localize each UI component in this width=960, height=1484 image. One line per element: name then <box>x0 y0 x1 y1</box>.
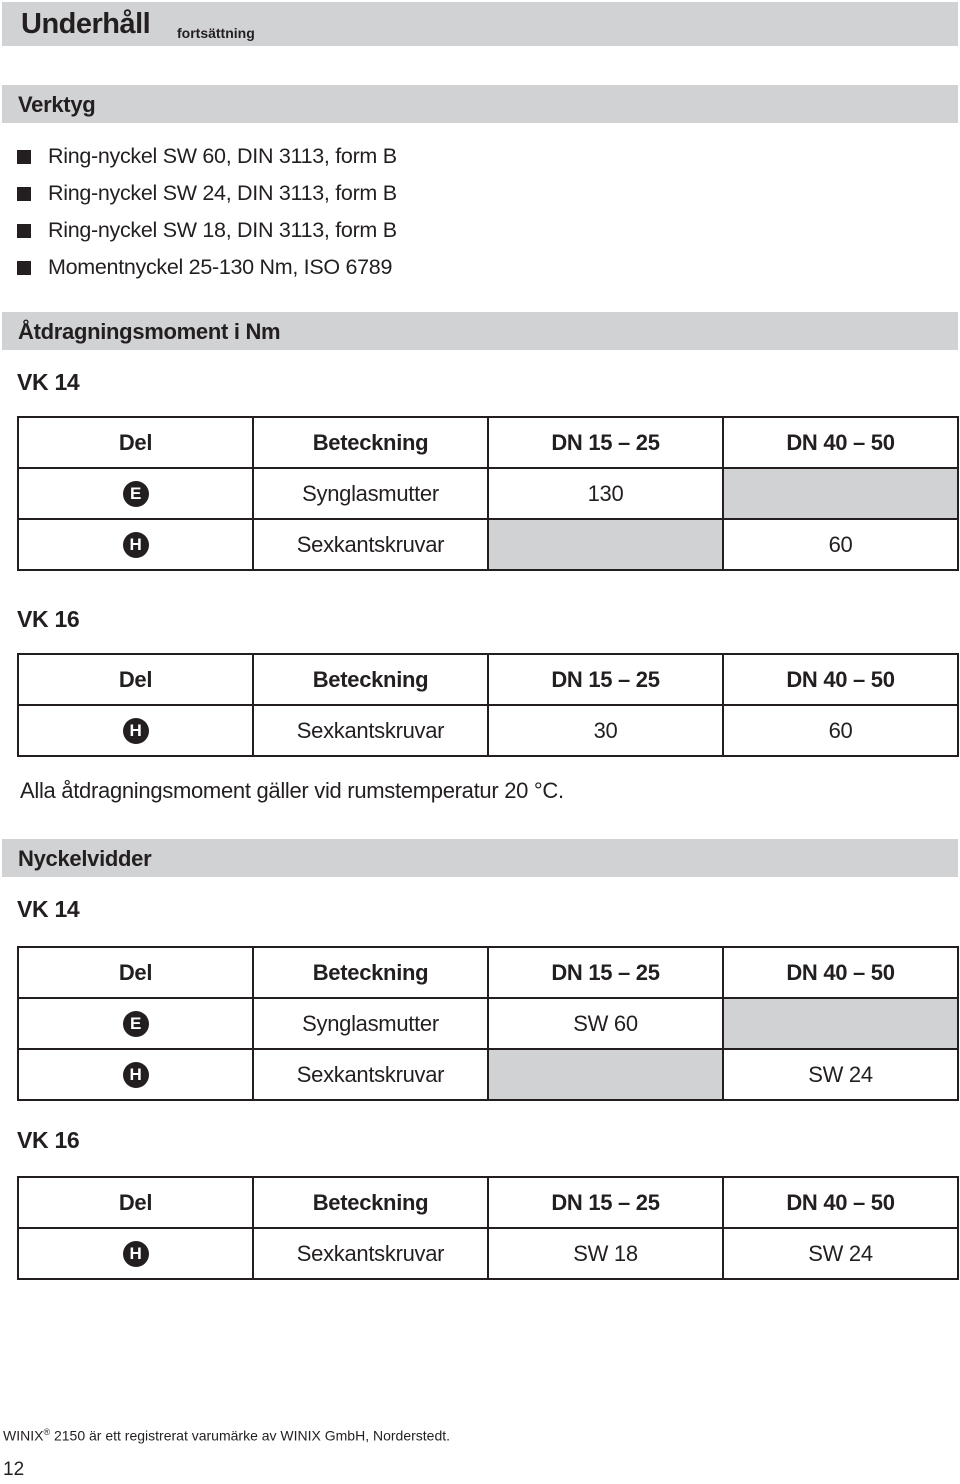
tools-list <box>17 138 397 286</box>
part-h-badge: H <box>123 532 149 558</box>
brand-name: WINIX <box>3 1427 44 1444</box>
square-bullet-icon <box>17 187 31 201</box>
part-h-badge: H <box>123 1062 149 1088</box>
wrench-vk16-label: VK 16 <box>17 1127 80 1153</box>
dn40-50-cell: 60 <box>723 519 958 570</box>
dn15-25-cell-empty <box>488 1049 723 1100</box>
torque-section-header <box>2 312 958 350</box>
column-header: Beteckning <box>253 417 488 468</box>
column-header: DN 40 – 50 <box>723 654 958 705</box>
table-row <box>18 468 958 519</box>
list-item: Ring-nyckel SW 60, DIN 3113, form B <box>17 138 397 175</box>
table-header-row <box>18 1177 958 1228</box>
table-row <box>18 705 958 756</box>
column-header: DN 40 – 50 <box>723 947 958 998</box>
dn15-25-cell: SW 60 <box>488 998 723 1049</box>
column-header: Beteckning <box>253 1177 488 1228</box>
column-header: Del <box>18 1177 253 1228</box>
page-header <box>2 2 958 46</box>
table-row <box>18 1049 958 1100</box>
table-row <box>18 1228 958 1279</box>
column-header: Del <box>18 947 253 998</box>
wrench-heading: Nyckelvidder <box>18 846 152 871</box>
column-header: DN 15 – 25 <box>488 1177 723 1228</box>
torque-vk16-label: VK 16 <box>17 606 80 632</box>
dn15-25-cell: SW 18 <box>488 1228 723 1279</box>
designation-cell: Sexkantskruvar <box>253 705 488 756</box>
column-header: DN 40 – 50 <box>723 417 958 468</box>
dn40-50-cell: 60 <box>723 705 958 756</box>
part-cell <box>18 998 253 1049</box>
trademark-text: 2150 är ett registrerat varumärke av WINIX GmbH, Norderstedt. <box>50 1427 451 1444</box>
torque-vk14-table <box>17 416 959 571</box>
tools-heading: Verktyg <box>18 92 96 117</box>
registered-mark: ® <box>43 1427 51 1437</box>
dn15-25-cell: 130 <box>488 468 723 519</box>
part-cell <box>18 1228 253 1279</box>
designation-cell: Sexkantskruvar <box>253 1049 488 1100</box>
column-header: Beteckning <box>253 654 488 705</box>
dn40-50-cell-empty <box>723 468 958 519</box>
wrench-section-header <box>2 839 958 877</box>
torque-heading: Åtdragningsmoment i Nm <box>18 319 281 344</box>
table-header-row <box>18 947 958 998</box>
part-h-badge: H <box>123 718 149 744</box>
designation-cell: Synglasmutter <box>253 468 488 519</box>
column-header: DN 15 – 25 <box>488 947 723 998</box>
temperature-note: Alla åtdragningsmoment gäller vid rumstemperatur 20 °C. <box>20 778 564 803</box>
table-row <box>18 519 958 570</box>
torque-vk14-label: VK 14 <box>17 369 80 395</box>
column-header: DN 40 – 50 <box>723 1177 958 1228</box>
list-item: Ring-nyckel SW 24, DIN 3113, form B <box>17 175 397 212</box>
square-bullet-icon <box>17 261 31 275</box>
designation-cell: Sexkantskruvar <box>253 1228 488 1279</box>
column-header: Del <box>18 654 253 705</box>
page-subtitle: fortsättning <box>177 25 255 41</box>
wrench-vk14-label: VK 14 <box>17 896 80 922</box>
part-h-badge: H <box>123 1241 149 1267</box>
part-cell <box>18 1049 253 1100</box>
table-row <box>18 998 958 1049</box>
dn15-25-cell-empty <box>488 519 723 570</box>
table-header-row <box>18 417 958 468</box>
tools-section-header <box>2 85 958 123</box>
list-item: Ring-nyckel SW 18, DIN 3113, form B <box>17 212 397 249</box>
designation-cell: Sexkantskruvar <box>253 519 488 570</box>
dn15-25-cell: 30 <box>488 705 723 756</box>
trademark-footer <box>3 1427 450 1444</box>
square-bullet-icon <box>17 150 31 164</box>
table-header-row <box>18 654 958 705</box>
column-header: DN 15 – 25 <box>488 654 723 705</box>
page-number: 12 <box>3 1459 25 1480</box>
part-e-badge: E <box>123 481 149 507</box>
column-header: Beteckning <box>253 947 488 998</box>
dn40-50-cell: SW 24 <box>723 1228 958 1279</box>
part-cell <box>18 705 253 756</box>
wrench-vk16-table <box>17 1176 959 1280</box>
part-cell <box>18 519 253 570</box>
column-header: Del <box>18 417 253 468</box>
part-e-badge: E <box>123 1011 149 1037</box>
part-cell <box>18 468 253 519</box>
torque-vk16-table <box>17 653 959 757</box>
dn40-50-cell: SW 24 <box>723 1049 958 1100</box>
designation-cell: Synglasmutter <box>253 998 488 1049</box>
column-header: DN 15 – 25 <box>488 417 723 468</box>
wrench-vk14-table <box>17 946 959 1101</box>
dn40-50-cell-empty <box>723 998 958 1049</box>
square-bullet-icon <box>17 224 31 238</box>
page-title: Underhåll <box>21 8 151 40</box>
list-item: Momentnyckel 25-130 Nm, ISO 6789 <box>17 249 397 286</box>
